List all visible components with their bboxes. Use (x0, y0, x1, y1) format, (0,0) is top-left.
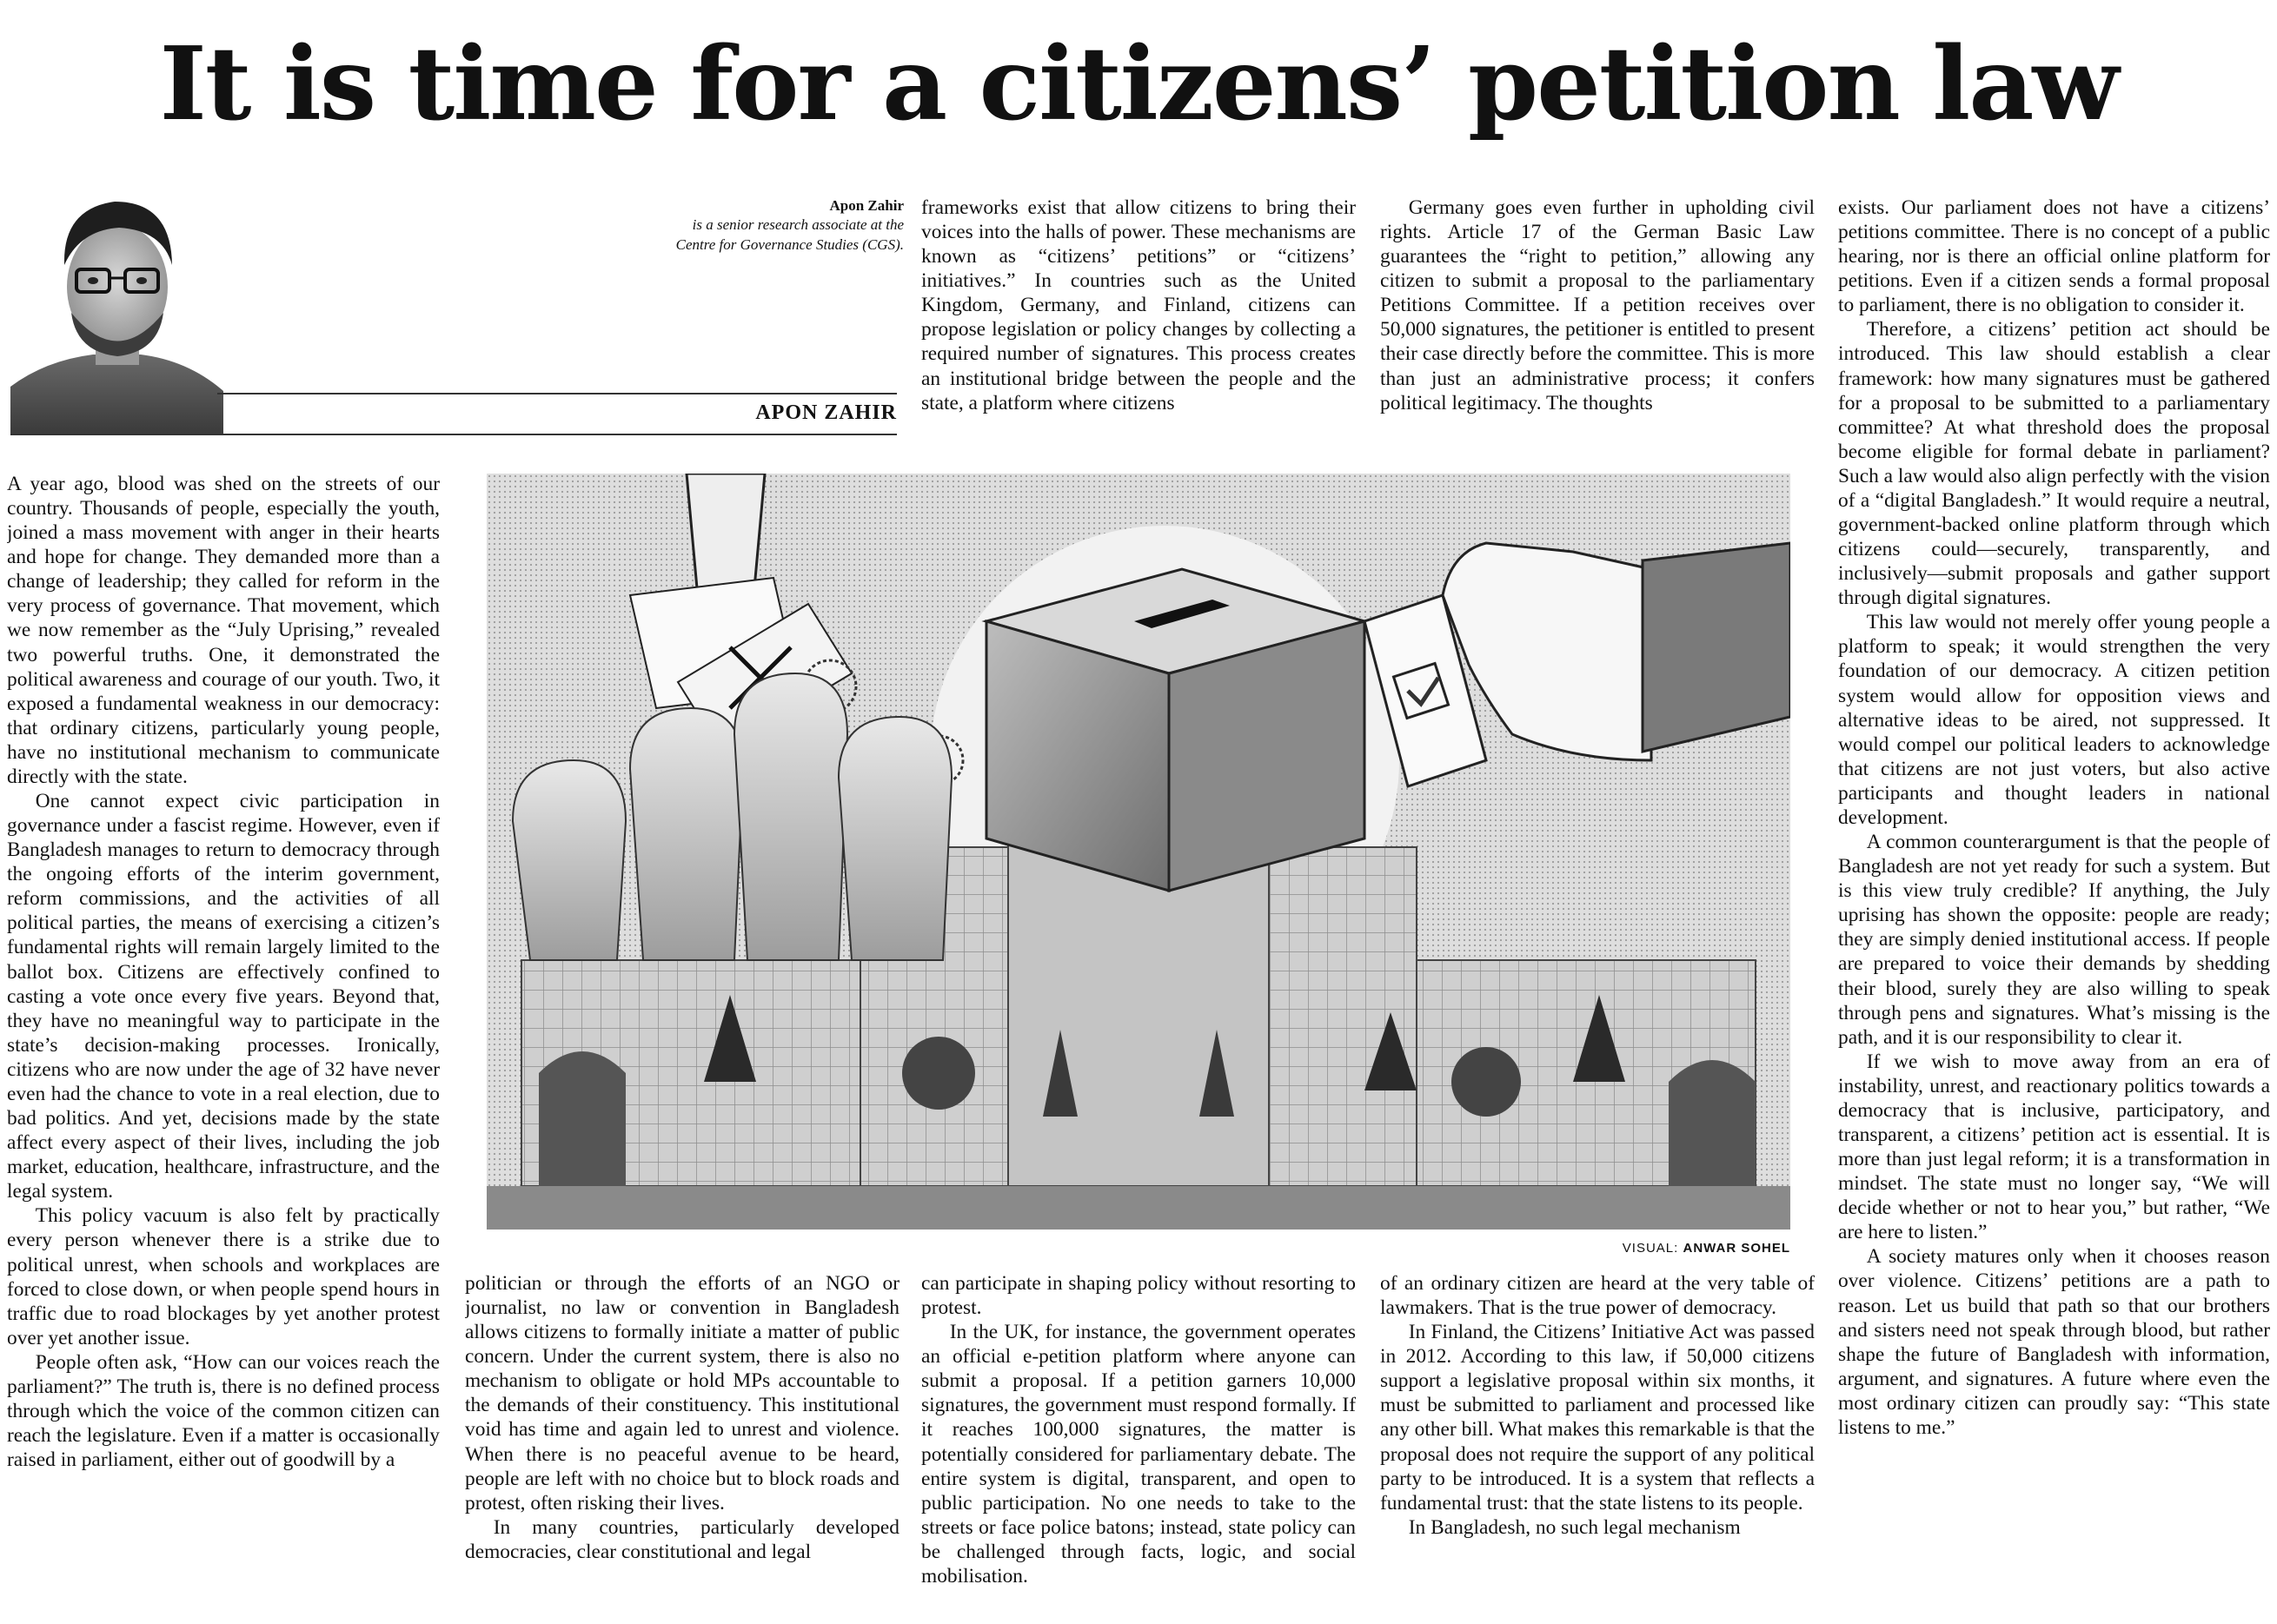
author-info (539, 196, 904, 255)
paragraph: If we wish to move away from an era of instability, unrest, and reactionary politics towards a democracy that is inclusive, participatory, and transparent, a citizens’ petition act is essential. It is more than just legal reform; it is a transformation in mindset. The state must no longer say, “We will decide whether or not to hear you,” but rather, “We are here to listen.” (1838, 1050, 2270, 1244)
paragraph: In Finland, the Citizens’ Initiative Act was passed in 2012. According to this law, if 50,000 citizens support a legislative proposal within six months, it must be submitted to parliament and processed like any other bill. What makes this remarkable is that the proposal does not require the support of any political party to be introduced. It is a system that reflects a fundamental trust: that the state listens to its people. (1380, 1321, 1815, 1515)
column-3-bottom (921, 1271, 1356, 1621)
visual-credit-label: VISUAL: (1622, 1241, 1679, 1256)
paragraph: exists. Our parliament does not have a citizens’ petitions committee. There is no concept of a public hearing, nor is there an official online platform for petitions. Even if a citizen sends a formal proposal to parliament, there is no obligation to consider it. (1838, 196, 2270, 317)
paragraph: A society matures only when it chooses reason over violence. Citizens’ petitions are a path to reason. Let us build that path so that our brothers and sisters need not speak through blood, but rather shape the future of Bangladesh with information, argument, and signatures. A future where even the most ordinary citizen can proudly say: “This state listens to me.” (1838, 1245, 2270, 1439)
column-4-top (1380, 196, 1815, 447)
paragraph: In the UK, for instance, the government operates an official e-petition platform where anyone can submit a proposal. If a petition garners 10,000 signatures, the government must respond formally. If it reaches 100,000 signatures, the matter is potentially considered for parliamentary debate. The entire system is digital, transparent, and open to public participation. No one needs to take to the streets or face police batons; instead, state policy can be challenged through facts, logic, and social mobilisation. (921, 1321, 1356, 1588)
column-1 (7, 472, 440, 1621)
paragraph: Therefore, a citizens’ petition act should be introduced. This law should establish a clear framework: how many signatures must be gathered for a proposal to be submitted to a parliamentary committee? At what threshold does the proposal become eligible for formal debate in parliament? Such a law would also align perfectly with the vision of a “digital Bangladesh.” It would require a neutral, government-backed online platform through which citizens could—securely, transparently, and inclusively—submit proposals and gather support through digital signatures. (1838, 318, 2270, 610)
column-3-top (921, 196, 1356, 447)
article-illustration (487, 474, 1790, 1230)
column-5 (1838, 196, 2270, 1621)
paragraph: This policy vacuum is also felt by practically every person whenever there is a strike due to political unrest, when schools and workplaces are forced to close down, or when people spend hours in traffic due to road blockages by yet another protest over yet another issue. (7, 1204, 440, 1349)
paragraph: can participate in shaping policy without resorting to protest. (921, 1272, 1356, 1320)
ballot-box-icon (986, 569, 1364, 891)
paragraph: One cannot expect civic participation in governance under a fascist regime. However, even if Bangladesh manages to return to democracy through the ongoing efforts of the interim government, reform commissions, and the activities of all political parties, the means of exercising a citizen’s fundamental rights will remain largely limited to the ballot box. Citizens are effectively confined to casting a vote once every five years. Beyond that, they have no meaningful way to participate in the state’s decision-making processes. Ironically, citizens who are now under the age of 32 have never even had the chance to vote in a real election, due to bad politics. And yet, decisions made by the state affect every aspect of their lives, including the job market, education, healthcare, infrastructure, and the legal system. (7, 790, 440, 1203)
author-byline: APON ZAHIR (755, 401, 897, 424)
author-name: Apon Zahir (829, 197, 904, 214)
ballot-parliament-illustration (487, 474, 1790, 1230)
visual-credit-name: ANWAR SOHEL (1683, 1241, 1790, 1256)
article-headline: It is time for a citizens’ petition law (159, 25, 2118, 143)
paragraph: People often ask, “How can our voices reach the parliament?” The truth is, there is no defined process through which the voice of the common citizen can reach the legislature. Even if a matter is occasionally raised in parliament, either out of goodwill by a (7, 1350, 440, 1472)
author-description-line1: is a senior research associate at the (692, 216, 904, 234)
paragraph: A common counterargument is that the people of Bangladesh are not yet ready for such a system. But is this view truly credible? If anything, the July uprising has shown the opposite: people are ready; they are simply denied institutional access. If people are prepared to voice their demands by shedding their blood, surely they are also willing to speak through pens and signatures. What’s missing is the path, and it is our responsibility to clear it. (1838, 831, 2270, 1049)
author-photo (10, 182, 223, 434)
paragraph: A year ago, blood was shed on the streets of our country. Thousands of people, especially the youth, joined a mass movement with anger in their hearts and hope for change. They demanded more than a change of leadership; they called for reform in the very process of governance. That movement, which we now remember as the “July Uprising,” revealed two powerful truths. One, it demonstrated the political awareness and courage of our youth. Two, it exposed a fundamental weakness in our democracy: that ordinary citizens, particularly young people, have no institutional mechanism to communicate directly with the state. (7, 473, 440, 788)
author-description-line2: Centre for Governance Studies (CGS). (675, 235, 904, 253)
paragraph: of an ordinary citizen are heard at the very table of lawmakers. That is the true power of democracy. (1380, 1272, 1815, 1320)
paragraph: In Bangladesh, no such legal mechanism (1408, 1515, 1741, 1539)
paragraph: frameworks exist that allow citizens to bring their voices into the halls of power. These mechanisms are known as “citizens’ petitions” or “citizens’ initiatives.” In countries such as the United Kingdom, Germany, and Finland, citizens can propose legislation or policy changes by collecting a required number of signatures. This process creates an institutional bridge between the people and the state, a platform where citizens (921, 196, 1356, 414)
byline-rule-bottom (10, 434, 897, 435)
author-portrait-image (10, 182, 223, 434)
paragraph: In many countries, particularly developed democracies, clear constitutional and legal (465, 1515, 900, 1563)
paragraph: Germany goes even further in upholding civil rights. Article 17 of the German Basic Law guarantees the “right to petition,” allowing any citizen to submit a proposal to the parliamentary Petitions Committee. If a petition receives over 50,000 signatures, the petitioner is entitled to present their case directly before the committee. This is more than just an administrative process; it confers political legitimacy. The thoughts (1380, 196, 1815, 414)
column-2 (465, 1271, 900, 1621)
column-4-bottom (1380, 1271, 1815, 1621)
paragraph: This law would not merely offer young people a platform to speak; it would strengthen the very foundation of our democracy. A citizen petition system would allow for opposition views and alternative ideas to be aired, not suppressed. It would compel our political leaders to acknowledge that citizens are not just voters, but also active participants and thought leaders in national development. (1838, 611, 2270, 829)
visual-credit (1590, 1241, 1790, 1256)
byline-rule-top (217, 393, 897, 394)
paragraph: politician or through the efforts of an NGO or journalist, no law or convention in Bangladesh allows citizens to formally initiate a matter of public concern. Under the current system, there is also no mechanism to obligate or hold MPs accountable to the demands of their constituency. This institutional void has time and again led to unrest and violence. When there is no peaceful avenue to be heard, people are left with no choice but to block roads and protest, often risking their lives. (465, 1272, 900, 1515)
